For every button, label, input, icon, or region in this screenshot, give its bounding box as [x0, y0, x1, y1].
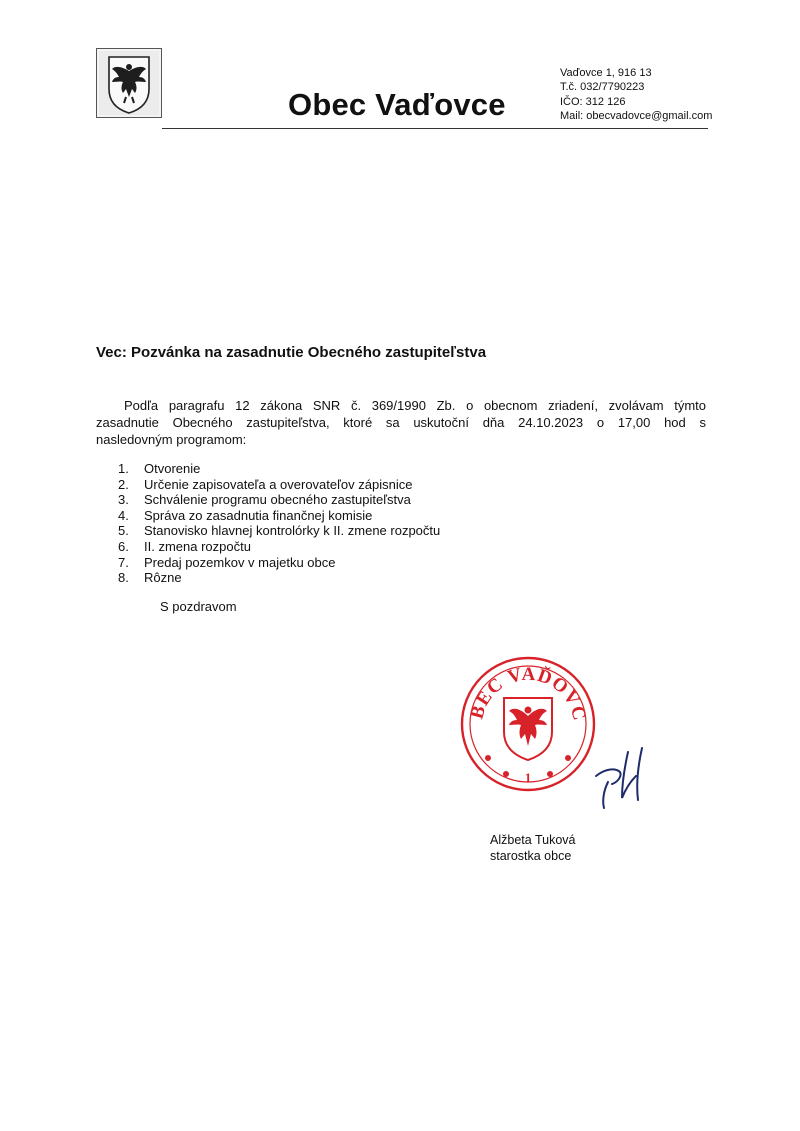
paragraph-word: sa [385, 415, 400, 430]
agenda-item-text: Rôzne [144, 570, 182, 586]
agenda-item-text: Správa zo zasadnutia finančnej komisie [144, 507, 373, 523]
paragraph-line-1 [96, 397, 706, 414]
agenda-item [118, 539, 440, 555]
contact-ico: IČO: 312 126 [560, 95, 626, 108]
paragraph-word: 24.10.2023 [518, 415, 584, 430]
agenda-item [118, 555, 440, 571]
paragraph-word: s [699, 415, 706, 430]
signer-name: Alžbeta Tuková [490, 833, 576, 847]
paragraph-word: o [596, 415, 605, 430]
agenda-item [118, 477, 440, 493]
paragraph-word: ktoré [343, 415, 373, 430]
agenda-item-text: II. zmena rozpočtu [144, 538, 251, 554]
signer-role: starostka obce [490, 849, 572, 863]
agenda-item [118, 492, 440, 508]
official-stamp [458, 654, 598, 799]
stamp-number: 1 [524, 770, 532, 785]
signer-block [490, 832, 575, 864]
paragraph-word: zasadnutie [96, 415, 159, 430]
paragraph-word: paragrafu [168, 398, 225, 413]
paragraph-word: 12 [235, 398, 250, 413]
agenda-item-text: Otvorenie [144, 461, 201, 476]
agenda-item [118, 461, 440, 477]
paragraph-line-3: nasledovným programom: [96, 432, 247, 447]
letter-paragraph [96, 397, 706, 448]
paragraph-word: dňa [482, 415, 505, 430]
paragraph-word: uskutoční [413, 415, 469, 430]
paragraph-word: týmto [674, 398, 706, 413]
agenda-item [118, 570, 440, 586]
paragraph-word: Podľa [124, 398, 159, 413]
agenda-item-number: 3. [118, 492, 129, 508]
paragraph-word: hod [664, 415, 686, 430]
agenda-item-number: 8. [118, 570, 129, 586]
agenda-item [118, 508, 440, 524]
municipality-title: Obec Vaďovce [288, 87, 506, 122]
agenda-item-number: 5. [118, 523, 129, 539]
agenda-item-text: Schválenie programu obecného zastupiteľstva [144, 492, 411, 508]
agenda-item-text: Stanovisko hlavnej kontrolórky k II. zmene rozpočtu [144, 523, 441, 539]
paragraph-word: zastupiteľstva, [246, 415, 330, 430]
agenda-item [118, 523, 440, 539]
letter-subject: Vec: Pozvánka na zasadnutie Obecného zastupiteľstva [96, 344, 487, 361]
paragraph-line-2 [96, 414, 706, 431]
paragraph-word: zvolávam [608, 398, 664, 413]
paragraph-word: zriadení, [548, 398, 598, 413]
header-divider [162, 128, 708, 129]
paragraph-word: 369/1990 [371, 398, 426, 413]
paragraph-word: SNR [312, 398, 341, 413]
paragraph-word: Obecného [172, 415, 233, 430]
agenda-item-text: Určenie zapisovateľa a overovateľov zápisnice [144, 476, 413, 492]
paragraph-word: Zb. [436, 398, 456, 413]
paragraph-word: obecnom [483, 398, 538, 413]
paragraph-word: o [466, 398, 474, 413]
contact-block [560, 66, 712, 123]
agenda-list [118, 461, 440, 586]
stamp-text: BEC VAĎOVC [466, 663, 590, 724]
contact-email: Mail: obecvadovce@gmail.com [560, 109, 713, 122]
agenda-item-number: 6. [118, 538, 129, 554]
paragraph-word: č. [350, 398, 362, 413]
paragraph-word: zákona [260, 398, 303, 413]
stamp-eagle-icon [509, 707, 547, 747]
agenda-item-number: 4. [118, 507, 129, 523]
paragraph-word: 17,00 [617, 415, 651, 430]
contact-phone: T.č. 032/7790223 [560, 81, 645, 94]
handwritten-signature [592, 742, 664, 819]
agenda-item-number: 2. [118, 476, 129, 492]
municipal-crest-logo [96, 48, 162, 118]
contact-address: Vaďovce 1, 916 13 [560, 67, 652, 79]
agenda-item-text: Predaj pozemkov v majetku obce [144, 554, 336, 570]
agenda-item-number: 1. [118, 461, 129, 476]
greeting: S pozdravom [160, 599, 237, 614]
eagle-crest-icon [97, 49, 161, 117]
agenda-item-number: 7. [118, 554, 129, 570]
